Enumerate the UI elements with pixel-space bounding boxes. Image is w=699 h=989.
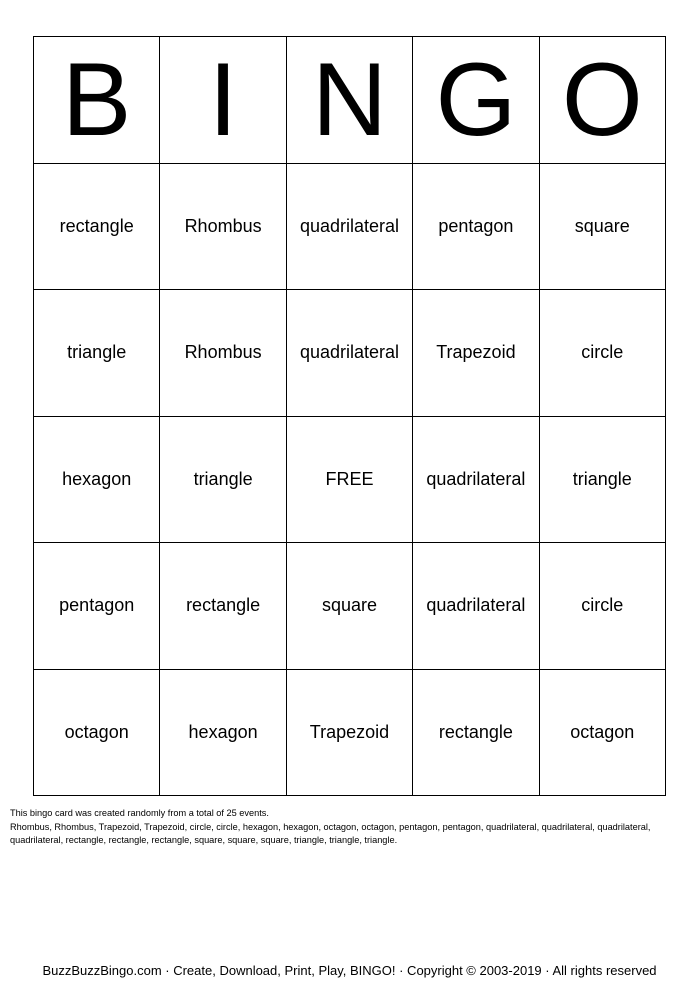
header-letter-o: O — [540, 37, 666, 164]
note-summary: This bingo card was created randomly from a total of 25 events. — [10, 808, 269, 818]
bingo-cell: Rhombus — [160, 290, 286, 417]
bingo-cell: rectangle — [34, 164, 160, 291]
header-letter-n: N — [287, 37, 413, 164]
bingo-cell: octagon — [34, 670, 160, 797]
bingo-cell: Trapezoid — [413, 290, 539, 417]
bingo-cell: octagon — [540, 670, 666, 797]
header-letter-g: G — [413, 37, 539, 164]
bingo-cell: Rhombus — [160, 164, 286, 291]
bingo-card — [33, 36, 666, 796]
note-events-list: Rhombus, Rhombus, Trapezoid, Trapezoid, circle, circle, hexagon, hexagon, octagon, octagon, pentagon, pentagon, quadrilateral, quadrilateral, quadrilateral, quadrilateral, rectangle, rectangle, rectangle, square, square, square, triangle, triangle, triangle. — [10, 821, 651, 845]
bingo-cell: rectangle — [160, 543, 286, 670]
bingo-cell: square — [540, 164, 666, 291]
header-letter-b: B — [34, 37, 160, 164]
free-space-cell: FREE — [287, 417, 413, 544]
bingo-cell: pentagon — [413, 164, 539, 291]
bingo-cell: circle — [540, 543, 666, 670]
bingo-cell: pentagon — [34, 543, 160, 670]
card-note — [10, 807, 699, 848]
bingo-cell: triangle — [34, 290, 160, 417]
bingo-cell: square — [287, 543, 413, 670]
bingo-cell: hexagon — [34, 417, 160, 544]
header-letter-i: I — [160, 37, 286, 164]
bingo-cell: quadrilateral — [413, 543, 539, 670]
bingo-cell: triangle — [160, 417, 286, 544]
bingo-cell: quadrilateral — [287, 290, 413, 417]
bingo-cell: circle — [540, 290, 666, 417]
bingo-cell: triangle — [540, 417, 666, 544]
footer: BuzzBuzzBingo.com · Create, Download, Print, Play, BINGO! · Copyright © 2003-2019 · All rights reserved — [42, 963, 657, 978]
bingo-cell: hexagon — [160, 670, 286, 797]
bingo-cell: quadrilateral — [287, 164, 413, 291]
bingo-cell: Trapezoid — [287, 670, 413, 797]
bingo-cell: quadrilateral — [413, 417, 539, 544]
bingo-cell: rectangle — [413, 670, 539, 797]
